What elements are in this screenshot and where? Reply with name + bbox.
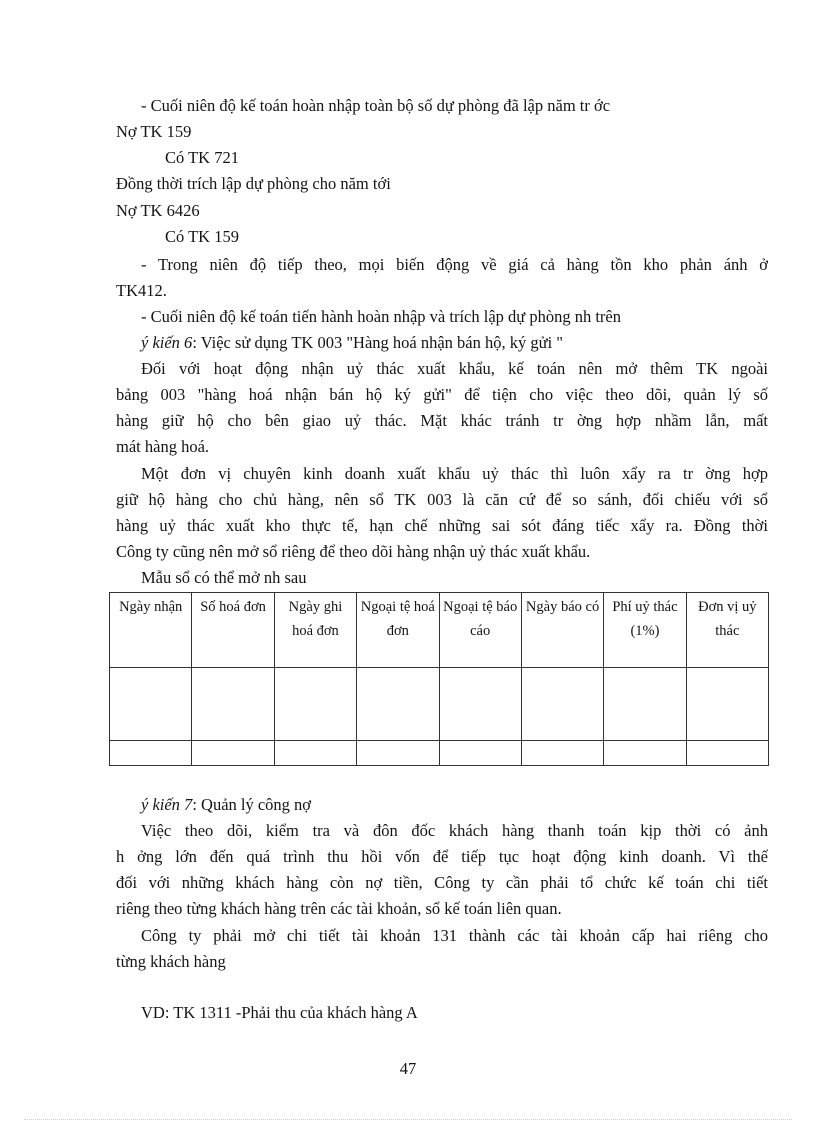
text-line: Công ty cũng nên mở sổ riêng để theo dõi hàng nhận uỷ thác xuất khẩu.: [116, 542, 591, 561]
text-line: Việc theo dõi, kiểm tra và đôn đốc khách hàng thanh toán kịp thời có ảnh: [141, 821, 768, 840]
ledger-template-table: [109, 592, 769, 766]
text-line: bảng 003 "hàng hoá nhận bán hộ ký gửi" để tiện cho việc theo dõi, quản lý số: [116, 385, 768, 404]
text-line: - Cuối niên độ kế toán tiến hành hoàn nhập và trích lập dự phòng nh trên: [141, 307, 621, 326]
table-cell: [521, 741, 603, 766]
table-cell: [686, 741, 768, 766]
text-line: - Trong niên độ tiếp theo, mọi biến động về giá cả hàng tồn kho phản ánh ở: [141, 255, 768, 274]
table-cell: [110, 741, 192, 766]
section-label: ý kiến 6: [141, 333, 193, 352]
table-cell: [439, 741, 521, 766]
text-line: Đồng thời trích lập dự phòng cho năm tới: [116, 174, 391, 193]
table-cell: [110, 668, 192, 741]
table-header-cell: Ngoại tệ báo cáo: [439, 593, 521, 668]
section-heading: [141, 795, 311, 815]
table-header-cell: Ngày ghi hoá đơn: [274, 593, 356, 668]
text-line: TK412.: [116, 281, 167, 300]
table-cell: [604, 668, 686, 741]
section-label: ý kiến 7: [141, 795, 193, 814]
table-cell: [357, 741, 439, 766]
section-heading: [141, 333, 563, 353]
text-line: Có TK 721: [165, 148, 239, 167]
text-line: riêng theo từng khách hàng trên các tài khoản, sổ kế toán liên quan.: [116, 899, 562, 918]
text-line: Công ty phải mở chi tiết tài khoản 131 thành các tài khoản cấp hai riêng cho: [141, 926, 768, 945]
table-header-cell: Ngày báo có: [521, 593, 603, 668]
table-cell: [439, 668, 521, 741]
text-line: giữ hộ hàng cho chủ hàng, nên sổ TK 003 là căn cứ để so sánh, đối chiếu với sổ: [116, 490, 768, 509]
table-header-cell: Ngày nhận: [110, 593, 192, 668]
text-line: Nợ TK 6426: [116, 201, 200, 220]
table-cell: [357, 668, 439, 741]
text-line: h ởng lớn đến quá trình thu hồi vốn để tiếp tục hoạt động kinh doanh. Vì thế: [116, 847, 768, 866]
table-row: [110, 668, 769, 741]
table-cell: [192, 668, 274, 741]
table-cell: [604, 741, 686, 766]
text-line: VD: TK 1311 -Phải thu của khách hàng A: [141, 1003, 418, 1022]
text-line: - Cuối niên độ kế toán hoàn nhập toàn bộ số dự phòng đã lập năm tr ớc: [141, 96, 611, 115]
text-line: Có TK 159: [165, 227, 239, 246]
text-line: đối với những khách hàng còn nợ tiền, Công ty cần phải tổ chức kế toán chi tiết: [116, 873, 768, 892]
section-title: : Việc sử dụng TK 003 "Hàng hoá nhận bán hộ, ký gửi ": [192, 333, 564, 352]
table-cell: [521, 668, 603, 741]
table-header-cell: Ngoại tệ hoá đơn: [357, 593, 439, 668]
footer-divider: [24, 1119, 792, 1120]
text-line: Nợ TK 159: [116, 122, 192, 141]
table-cell: [192, 741, 274, 766]
table-cell: [274, 741, 356, 766]
table-cell: [686, 668, 768, 741]
text-line: mát hàng hoá.: [116, 437, 210, 456]
table-header-cell: Phí uỷ thác (1%): [604, 593, 686, 668]
text-line: hàng giữ hộ cho bên giao uỷ thác. Mặt khác tránh tr ờng hợp nhầm lẫn, mất: [116, 411, 768, 430]
page-number: 47: [399, 1059, 417, 1078]
text-line: hàng uỷ thác xuất kho thực tế, hạn chế những sai sót đáng tiếc xẩy ra. Đồng thời: [116, 516, 768, 535]
table-header-row: [110, 593, 769, 668]
table-header-cell: Số hoá đơn: [192, 593, 274, 668]
table-cell: [274, 668, 356, 741]
text-line: Đối với hoạt động nhận uỷ thác xuất khẩu, kế toán nên mở thêm TK ngoài: [141, 359, 768, 378]
section-title: : Quản lý công nợ: [192, 795, 312, 814]
text-line: Một đơn vị chuyên kinh doanh xuất khẩu uỷ thác thì luôn xẩy ra tr ờng hợp: [141, 464, 768, 483]
text-line: Mẫu sổ có thể mở nh sau: [141, 568, 307, 587]
table-row: [110, 741, 769, 766]
table-header-cell: Đơn vị uỷ thác: [686, 593, 768, 668]
text-line: từng khách hàng: [116, 952, 226, 971]
